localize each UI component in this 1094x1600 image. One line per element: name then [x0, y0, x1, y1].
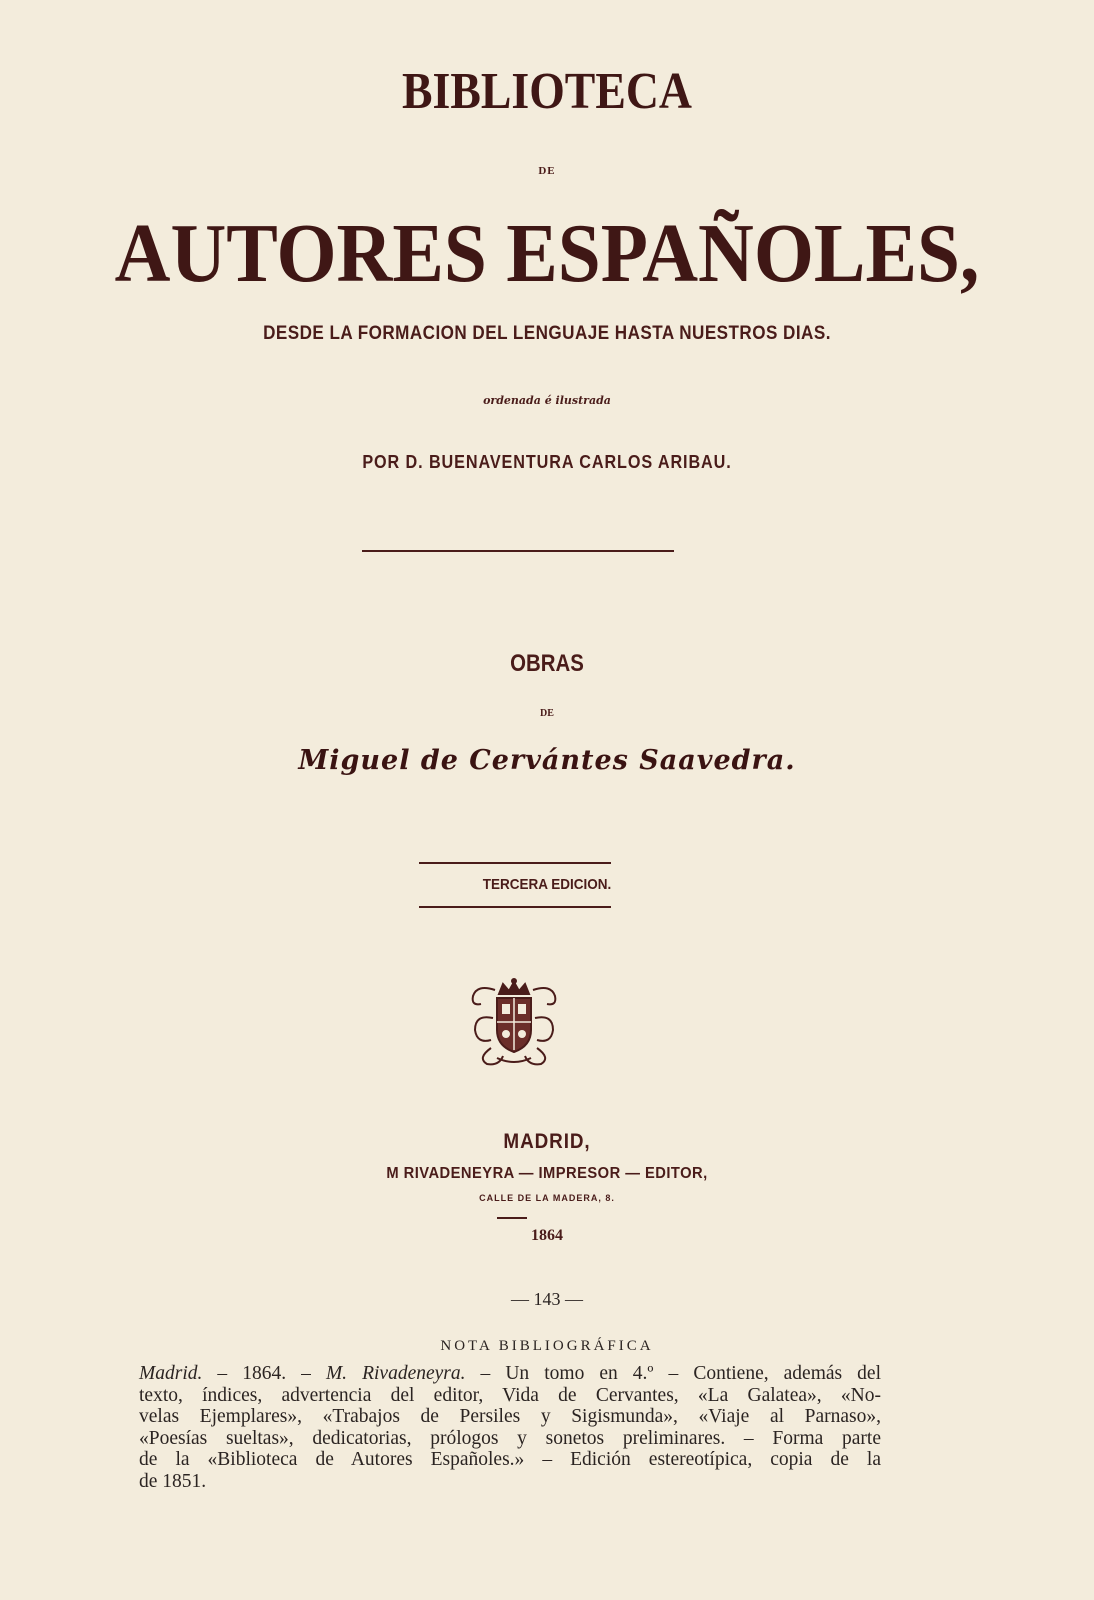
- nota-line-5: de la «Biblioteca de Autores Españoles.» – Edición estereotípica, copia de la: [139, 1449, 881, 1470]
- imprint-year: 1864: [531, 1227, 563, 1244]
- edition-rule-top: [419, 862, 611, 864]
- title-subtitle: DESDE LA FORMACION DEL LENGUAJE HASTA NUESTROS DIAS.: [263, 323, 831, 344]
- title-de: DE: [538, 165, 556, 177]
- imprint-publisher: M RIVADENEYRA — IMPRESOR — EDITOR,: [386, 1165, 708, 1182]
- nota-volume-text: – Un tomo en 4.º – Contiene, además del: [465, 1363, 881, 1384]
- works-heading: OBRAS: [510, 650, 584, 677]
- nota-heading: NOTA BIBLIOGRÁFICA: [440, 1338, 654, 1354]
- imprint-city: MADRID,: [503, 1130, 591, 1153]
- nota-printer: M. Rivadeneyra.: [325, 1363, 466, 1384]
- nota-line-2: texto, índices, advertencia del editor, Vida de Cervantes, «La Galatea», «No-: [139, 1384, 881, 1406]
- works-de: DE: [540, 708, 554, 719]
- royal-coat-of-arms-icon: [469, 978, 559, 1066]
- title-autores-espanoles: AUTORES ESPAÑOLES,: [114, 207, 980, 300]
- edition-label: TERCERA EDICION.: [482, 876, 612, 893]
- nota-year-text: – 1864. –: [202, 1363, 326, 1384]
- edition-rule-bottom: [419, 906, 611, 908]
- nota-line-4: «Poesías sueltas», dedicatorias, prólogos y sonetos preliminares. – Forma parte: [139, 1427, 881, 1449]
- year-rule: [497, 1217, 527, 1219]
- imprint-street: CALLE DE LA MADERA, 8.: [479, 1193, 615, 1203]
- title-editor-name: POR D. BUENAVENTURA CARLOS ARIBAU.: [362, 452, 732, 472]
- works-author: Miguel de Cervántes Saavedra.: [298, 745, 796, 776]
- nota-line-1: [139, 1363, 881, 1385]
- nota-line-3: velas Ejemplares», «Trabajos de Persiles y Sigismunda», «Viaje al Parnaso»,: [139, 1406, 881, 1427]
- title-ordenada: ordenada é ilustrada: [483, 394, 611, 407]
- title-biblioteca: BIBLIOTECA: [402, 63, 692, 120]
- nota-line-6: de 1851.: [139, 1470, 207, 1492]
- divider-rule: [362, 550, 674, 552]
- page-number: — 143 —: [511, 1289, 583, 1309]
- nota-city: Madrid.: [139, 1363, 203, 1384]
- nota-body: [139, 1363, 881, 1492]
